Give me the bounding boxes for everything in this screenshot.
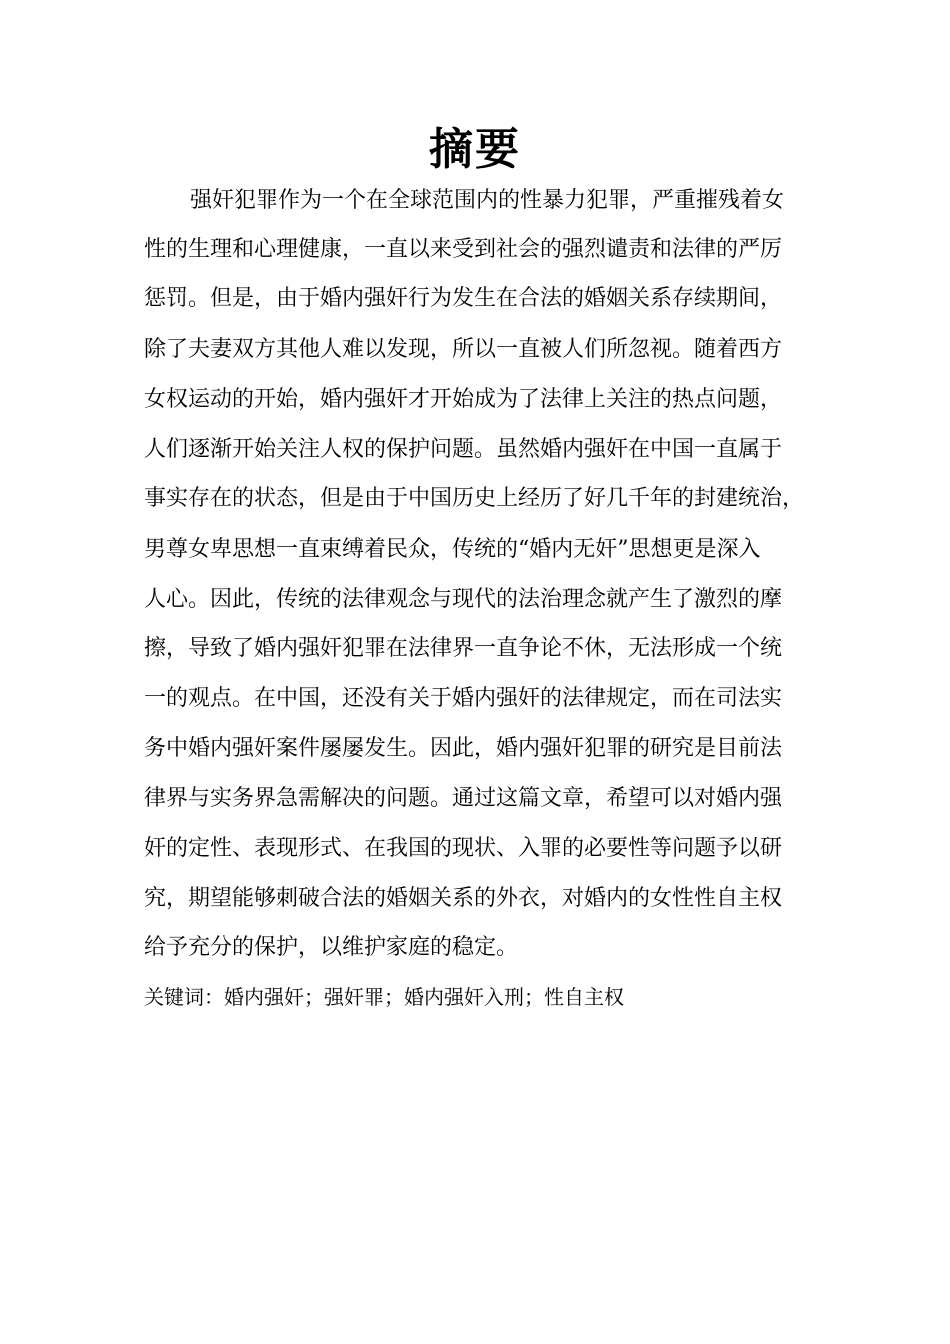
abstract-line-8: 男尊女卑思想一直束缚着民众，传统的“婚内无奸”思想更是深入 <box>144 537 761 562</box>
abstract-line-16: 给予充分的保护，以维护家庭的稳定。 <box>144 935 519 960</box>
abstract-line-4: 除了夫妻双方其他人难以发现，所以一直被人们所忽视。随着西方 <box>144 337 783 362</box>
abstract-line-13: 律界与实务界急需解决的问题。通过这篇文章，希望可以对婚内强 <box>144 786 783 811</box>
abstract-line-14: 奸的定性、表现形式、在我国的现状、入罪的必要性等问题予以研 <box>144 836 783 861</box>
abstract-line-2: 性的生理和心理健康，一直以来受到社会的强烈谴责和法律的严厉 <box>144 237 783 262</box>
abstract-line-11: 一的观点。在中国，还没有关于婚内强奸的法律规定，而在司法实 <box>144 686 783 711</box>
abstract-line-1: 强奸犯罪作为一个在全球范围内的性暴力犯罪，严重摧残着女 <box>190 188 785 213</box>
page-title: 摘要 <box>429 124 521 175</box>
keywords-line: 关键词：婚内强奸；强奸罪；婚内强奸入刑；性自主权 <box>144 985 624 1009</box>
abstract-line-3: 惩罚。但是，由于婚内强奸行为发生在合法的婚姻关系存续期间， <box>144 286 783 311</box>
abstract-line-12: 务中婚内强奸案件屡屡发生。因此，婚内强奸犯罪的研究是目前法 <box>144 736 783 761</box>
abstract-line-6: 人们逐渐开始关注人权的保护问题。虽然婚内强奸在中国一直属于 <box>144 437 783 462</box>
abstract-line-10: 擦，导致了婚内强奸犯罪在法律界一直争论不休，无法形成一个统 <box>144 636 783 661</box>
abstract-line-5: 女权运动的开始，婚内强奸才开始成为了法律上关注的热点问题， <box>144 387 783 412</box>
abstract-line-9: 人心。因此，传统的法律观念与现代的法治理念就产生了激烈的摩 <box>144 587 783 612</box>
abstract-line-7: 事实存在的状态，但是由于中国历史上经历了好几千年的封建统治， <box>144 486 805 511</box>
abstract-line-15: 究，期望能够刺破合法的婚姻关系的外衣，对婚内的女性性自主权 <box>144 886 783 911</box>
